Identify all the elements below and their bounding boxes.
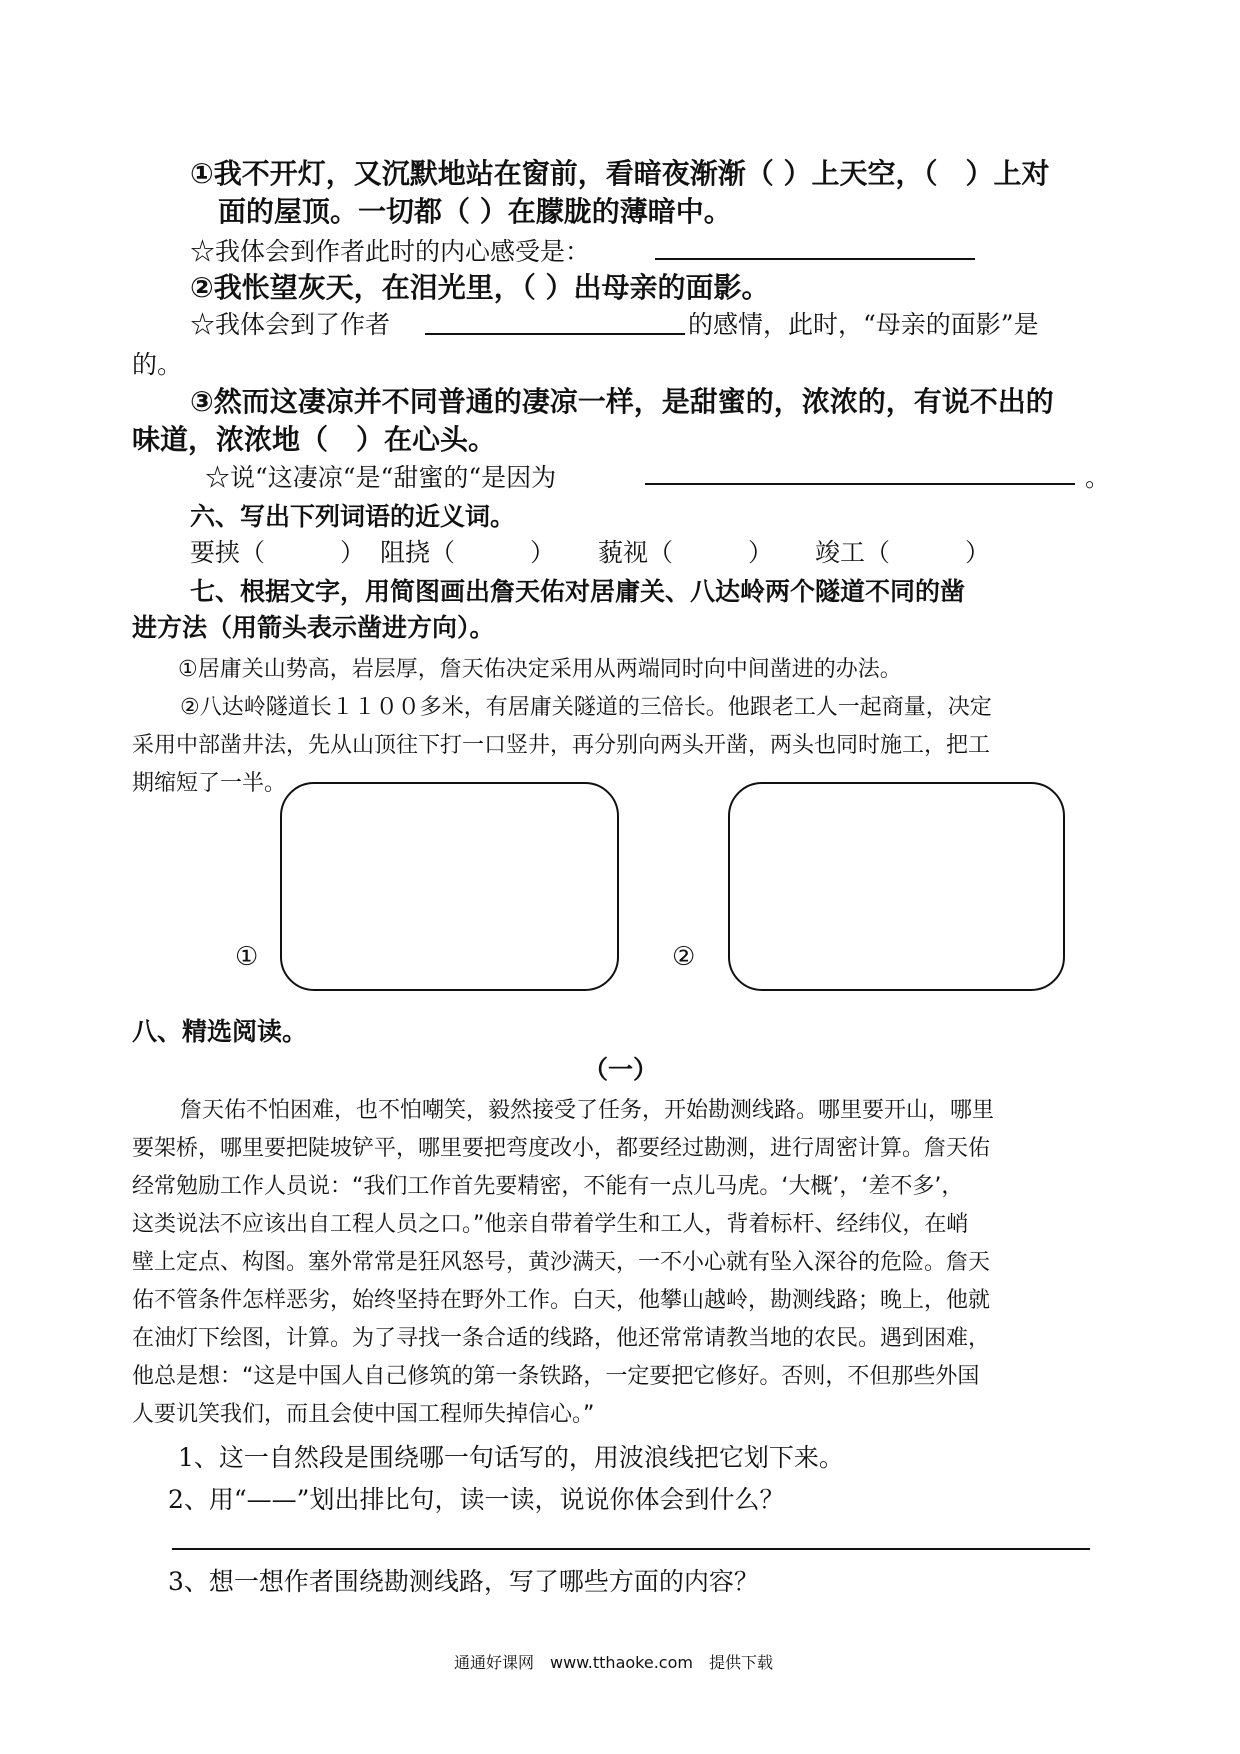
q5-item2-prompt-b: 的感情，此时，“母亲的面影”是 (688, 310, 1039, 339)
answer-line[interactable] (425, 333, 685, 335)
q6-title: 六、写出下列词语的近义词。 (190, 502, 516, 531)
q8-subtitle: （一） (583, 1055, 659, 1084)
q7-title-line2: 进方法（用箭头表示凿进方向）。 (132, 613, 495, 642)
q6-word-1: 要挟（ ） (190, 538, 366, 567)
q7-paragraph-2-line1: ②八达岭隧道长１１００多米，有居庸关隧道的三倍长。他跟老工人一起商量，决定 (180, 695, 992, 720)
q6-word-3: 藐视（ ） (598, 538, 774, 567)
q5-item3-line2: 味道，浓浓地（ ）在心头。 (132, 423, 497, 456)
box-2-label: ② (672, 942, 696, 972)
q8-title: 八、精选阅读。 (132, 1017, 308, 1046)
footer-credit: 通通好课网 www.tthaoke.com 提供下载 (454, 1653, 773, 1672)
q5-item2-prompt-a: ☆我体会到了作者 (190, 310, 391, 339)
answer-line[interactable] (655, 258, 975, 260)
answer-line[interactable] (172, 1548, 1090, 1550)
passage-line: 在油灯下绘图，计算。为了寻找一条合适的线路，他还常常请教当地的农民。遇到困难， (132, 1326, 991, 1351)
q8-question-3: 3、想一想作者围绕勘测线路，写了哪些方面的内容？ (168, 1567, 759, 1596)
passage-line: 詹天佑不怕困难，也不怕嘲笑，毅然接受了任务，开始勘测线路。哪里要开山，哪里 (180, 1098, 995, 1123)
q6-word-4: 竣工（ ） (815, 538, 991, 567)
q7-paragraph-2-line3: 期缩短了一半。 (132, 771, 287, 796)
q8-question-2: 2、用“——”划出排比句，读一读，说说你体会到什么？ (168, 1485, 785, 1514)
passage-line: 这类说法不应该出自工程人员之口。”他亲自带着学生和工人，背着标杆、经纬仪，在峭 (132, 1212, 969, 1237)
q5-item1-line2: 面的屋顶。一切都（ ）在朦胧的薄暗中。 (218, 195, 732, 228)
q5-item2-line1: ②我怅望灰天，在泪光里，（ ）出母亲的面影。 (190, 271, 770, 304)
answer-line[interactable] (645, 483, 1075, 485)
box-1-label: ① (235, 942, 259, 972)
passage-line: 要架桥，哪里要把陡坡铲平，哪里要把弯度改小，都要经过勘测，进行周密计算。詹天佑 (132, 1136, 991, 1161)
drawing-box-2[interactable] (728, 782, 1065, 991)
passage-line: 人要讥笑我们，而且会使中国工程师失掉信心。” (132, 1402, 595, 1427)
passage-line: 壁上定点、构图。塞外常常是狂风怒号，黄沙满天，一不小心就有坠入深谷的危险。詹天 (132, 1250, 991, 1275)
q7-paragraph-1: ①居庸关山势高，岩层厚，詹天佑决定采用从两端同时向中间凿进的办法。 (178, 657, 902, 682)
q5-item1-prompt: ☆我体会到作者此时的内心感受是： (190, 237, 591, 266)
q7-paragraph-2-line2: 采用中部凿井法，先从山顶往下打一口竖井，再分别向两头开凿，两头也同时施工，把工 (132, 733, 991, 758)
q5-item2-prompt-c: 的。 (132, 350, 183, 379)
drawing-box-1[interactable] (280, 782, 619, 991)
q5-item3-prompt-a: ☆说“这凄凉“是“甜蜜的“是因为 (205, 463, 557, 492)
q5-item3-prompt-b: 。 (1085, 463, 1111, 492)
q5-item1-line1: ①我不开灯，又沉默地站在窗前，看暗夜渐渐（ ）上天空，（ ）上对 (190, 157, 1050, 190)
passage-line: 佑不管条件怎样恶劣，始终坚持在野外工作。白天，他攀山越岭，勘测线路；晚上，他就 (132, 1288, 991, 1313)
passage-line: 经常勉励工作人员说：“我们工作首先要精密，不能有一点儿马虎。‘大概’，‘差不多’， (132, 1174, 964, 1199)
q6-word-2: 阻挠（ ） (380, 538, 556, 567)
passage-line: 他总是想：“这是中国人自己修筑的第一条铁路，一定要把它修好。否则，不但那些外国 (132, 1364, 980, 1389)
q8-question-1: 1、这一自然段是围绕哪一句话写的，用波浪线把它划下来。 (178, 1443, 844, 1472)
q7-title-line1: 七、根据文字，用简图画出詹天佑对居庸关、八达岭两个隧道不同的凿 (190, 577, 966, 606)
q5-item3-line1: ③然而这凄凉并不同普通的凄凉一样，是甜蜜的，浓浓的，有说不出的 (190, 385, 1054, 418)
